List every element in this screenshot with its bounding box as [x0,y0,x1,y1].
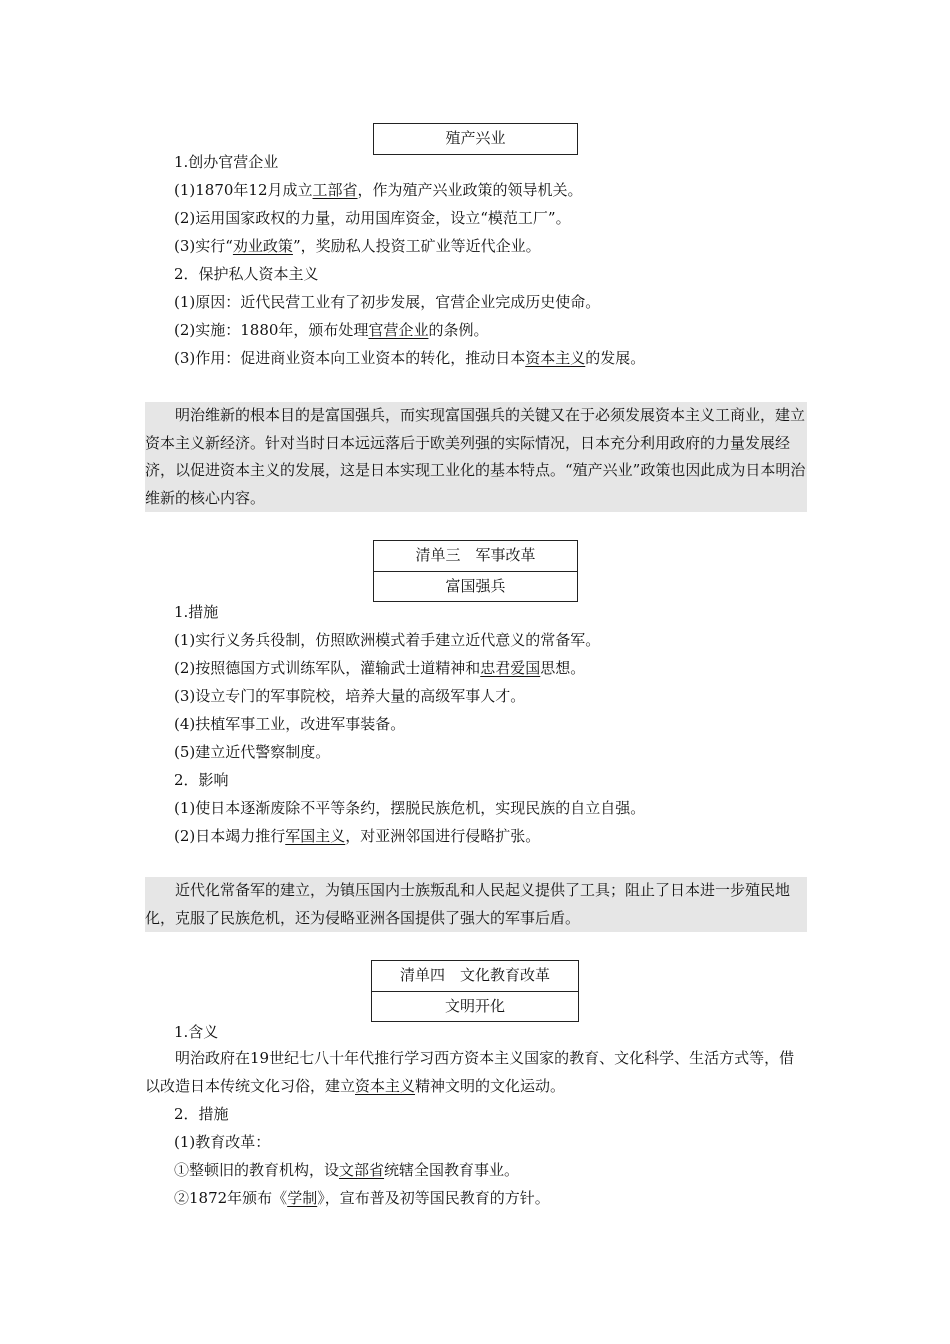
text: 明治政府在19世纪七八十年代推行学习西方资本主义国家的教育、文化科学、生活方式等，借以改造日本传统文化习俗，建立 [145,1049,795,1095]
text: 》，宣布普及初等国民教育的方针。 [317,1189,550,1207]
heading-measures: 1.措施 [174,603,219,621]
list-item [174,236,541,256]
section-title-box-military [373,540,578,602]
list-item: (1)实行义务兵役制，仿照欧洲模式着手建立近代意义的常备军。 [174,631,601,649]
list-item [174,658,585,678]
underlined-term: 官营企业 [368,321,429,339]
section-title: 殖产兴业 [445,129,506,147]
note-text: 近代化常备军的建立，为镇压国内士族叛乱和人民起义提供了工具；阻止了日本进一步殖民地化，克服了民族危机，还为侵略亚洲各国提供了强大的军事后盾。 [145,881,791,927]
text: (2)日本竭力推行 [174,827,286,845]
list-item [174,1160,519,1180]
heading-measures: 2．措施 [174,1105,229,1123]
heading-protect-private-capitalism: 2．保护私人资本主义 [174,265,319,283]
text: 精神文明的文化运动。 [415,1076,566,1095]
text: ，作为殖产兴业政策的领导机关。 [357,181,583,199]
underlined-term: 文部省 [339,1161,385,1179]
list-item: (5)建立近代警察制度。 [174,743,331,761]
underlined-term: 军国主义 [285,827,346,845]
section-title: 清单三 军事改革 [415,546,536,564]
section-title: 清单四 文化教育改革 [399,966,550,984]
underlined-term: 劝业政策 [232,237,293,255]
section-title-box-industry [373,123,578,155]
text: (2)实施：1880年，颁布处理 [174,321,369,339]
section-subtitle: 富国强兵 [374,571,577,602]
text: 的发展。 [585,349,646,367]
text: 统辖全国教育事业。 [384,1161,520,1179]
list-item [174,1188,550,1208]
text: (1)1870年12月成立 [174,181,313,199]
paragraph-meaning [145,1045,807,1100]
list-item: (1)教育改革： [174,1133,271,1151]
list-item [174,320,488,340]
heading-meaning: 1.含义 [174,1023,219,1041]
text: (2)按照德国方式训练军队，灌输武士道精神和 [174,659,481,677]
section-title-box-culture [371,960,579,1022]
text: 思想。 [540,659,586,677]
text: 的条例。 [428,321,489,339]
underlined-term: 资本主义 [525,349,586,367]
list-item [174,348,645,368]
text: (3)作用：促进商业资本向工业资本的转化，推动日本 [174,349,526,367]
summary-note-military [145,877,807,932]
text: ①整顿旧的教育机构，设 [174,1161,340,1179]
section-subtitle: 文明开化 [372,991,578,1022]
summary-note-industry [145,402,807,512]
text: ，对亚洲邻国进行侵略扩张。 [345,827,541,845]
list-item: (3)设立专门的军事院校，培养大量的高级军事人才。 [174,687,526,705]
text: (3)实行“ [174,237,233,255]
text: ”，奖励私人投资工矿业等近代企业。 [292,237,541,255]
list-item [174,826,540,846]
list-item: (4)扶植军事工业，改进军事装备。 [174,715,406,733]
heading-impact: 2．影响 [174,771,229,789]
underlined-term: 资本主义 [355,1076,416,1095]
underlined-term: 忠君爱国 [480,659,541,677]
list-item: (2)运用国家政权的力量，动用国库资金，设立“模范工厂”。 [174,209,571,227]
underlined-term: 工部省 [312,181,358,199]
underlined-term: 学制 [287,1189,318,1207]
list-item [174,180,583,200]
text: ②1872年颁布《 [174,1189,288,1207]
heading-establish-state-enterprises: 1.创办官营企业 [174,153,279,171]
list-item: (1)原因：近代民营工业有了初步发展，官营企业完成历史使命。 [174,293,601,311]
note-text: 明治维新的根本目的是富国强兵，而实现富国强兵的关键又在于必须发展资本主义工商业，建立资本主义新经济。针对当时日本远远落后于欧美列强的实际情况，日本充分利用政府的力量发展经济，以促进资本主义的发展，这是日本实现工业化的基本特点。“殖产兴业”政策也因此成为日本明治维新的核心内容。 [145,406,806,507]
list-item: (1)使日本逐渐废除不平等条约，摆脱民族危机，实现民族的自立自强。 [174,799,646,817]
